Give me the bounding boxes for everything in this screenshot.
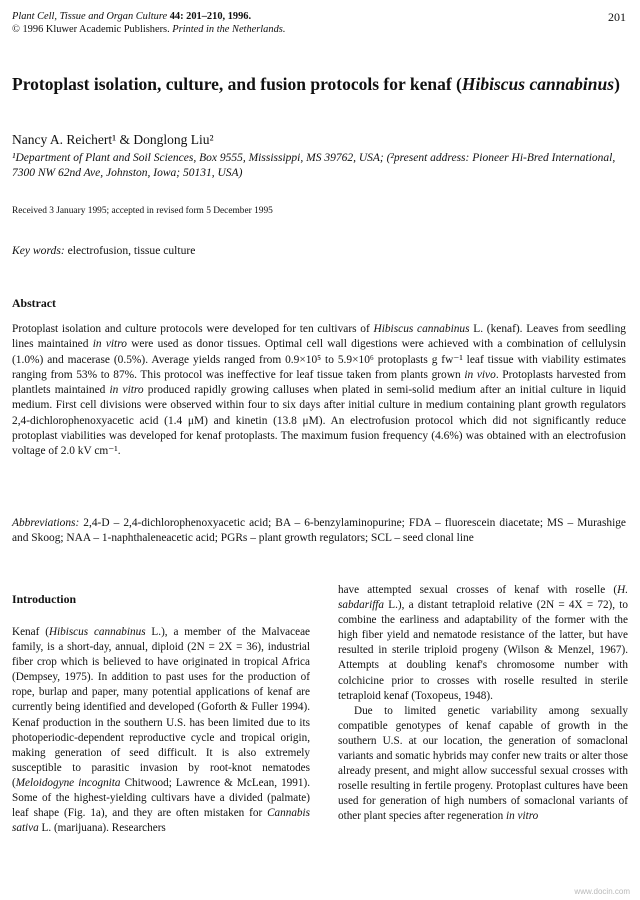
journal-citation: [12, 10, 285, 23]
keywords-text: electrofusion, tissue culture: [64, 244, 196, 257]
watermark: www.docin.com: [574, 887, 630, 896]
page-number: 201: [608, 10, 626, 24]
copyright: © 1996 Kluwer Academic Publishers.: [12, 24, 170, 35]
keywords-label: Key words:: [12, 244, 65, 257]
abstract-heading: Abstract: [12, 296, 56, 310]
title-species: Hibiscus cannabinus: [461, 74, 615, 94]
abstract-text: were used as donor tissues. Optimal cell wall digestions were achieved with a combination of cellulysin (1.0%) and macerase (0.5%). Average yields ranged from 0.9×10⁵ to 5.9×10⁶ protoplasts g fw⁻¹ leaf tissue with viability estimates ranging from 53% to 87%. This protocol was ineffective for leaf tissue taken from plants grown: [12, 338, 629, 381]
title-main: Protoplast isolation, culture, and fusion protocols for kenaf (: [12, 74, 462, 94]
introduction-left-column: [12, 625, 313, 836]
abstract-text: Protoplast isolation and culture protocols were developed for ten cultivars of: [12, 323, 374, 335]
intro-text: Chitwood; Lawrence & McLean, 1991). Some of the highest-yielding cultivars have a divided (palmate) leaf shape (Fig. 1a), and they are often mistaken for: [12, 776, 313, 820]
abstract-text: . Protoplasts harvested from plantlets maintained: [12, 368, 629, 397]
intro-text: L. (marijuana). Researchers: [38, 822, 166, 835]
intro-italic: Meloidogyne incognita: [15, 776, 121, 789]
intro-paragraph: [338, 704, 631, 825]
abbreviations: [12, 516, 629, 547]
journal-volume: 44: 201–210, 1996.: [167, 11, 252, 22]
received-dates: Received 3 January 1995; accepted in revised form 5 December 1995: [12, 206, 273, 216]
abstract-text: L. (kenaf). Leaves from seedling lines maintained: [12, 323, 629, 351]
abbreviations-label: Abbreviations:: [12, 517, 80, 529]
intro-text: have attempted sexual crosses of kenaf with roselle (: [338, 584, 618, 596]
intro-text: L.), a member of the Malvaceae family, is a short-day, annual, diploid (2N = 2X = 36), industrial fiber crop which is believed to have originated in tropical Africa (Dempsey, 1975). In addition to past uses for the production of rope, burlap and paper, many potential applications of kenaf are currently being identified and developed (Goforth & Fuller 1994). Kenaf production in the southern U.S. has been limited due to its photoperiodic-dependent reproductive cycle and tropical origin, making generation of seed difficult. It is also extremely susceptible to parasitic invasion by root-knot nematodes (: [12, 626, 313, 789]
introduction-right-column: [338, 583, 631, 825]
intro-italic: Cannabis sativa: [12, 807, 313, 835]
abstract-species: Hibiscus cannabinus: [373, 323, 470, 335]
printed-note: Printed in the Netherlands.: [172, 24, 286, 35]
abstract-body: [12, 322, 629, 460]
intro-text: L.), a distant tetraploid relative (2N = 4X = 72), to combine the earliness and adaptability of the former with the high fiber yield and nematode resistance of the latter, but have resulted in sterile triploid progeny (Wilson & Menzel, 1967). Attempts at doubling kenaf's chromosome number with colchicine prior to crosses with roselle resulted in sterile tetraploid kenaf (Toxopeus, 1948).: [338, 599, 631, 702]
intro-italic: in vitro: [506, 810, 539, 823]
keywords: [12, 244, 195, 257]
intro-text: Due to limited genetic variability among sexually compatible genotypes of kenaf capable of growth in the southern U.S. at our location, the generation of somaclonal variants and somatic hybrids may confer new traits or alter those already present, and might allow successful sexual crosses with roselle resulting in fertile progeny. Protoplast cultures have been used for generation of high numbers of somaclonal variants of other plant species after regeneration: [338, 704, 631, 823]
introduction-heading: Introduction: [12, 592, 77, 606]
affiliation: ¹Department of Plant and Soil Sciences, Box 9555, Mississippi, MS 39762, USA; (²present address: Pioneer Hi-Bred International, 7300 NW 62nd Ave, Johnston, Iowa; 50131, USA): [12, 152, 619, 179]
journal-name: Plant Cell, Tissue and Organ Culture: [12, 11, 168, 22]
abstract-italic: in vitro: [92, 338, 127, 351]
copyright-line: [12, 23, 285, 36]
title-close: ): [614, 74, 620, 94]
intro-paragraph: [338, 583, 631, 704]
journal-header: [12, 10, 285, 36]
intro-text: Kenaf (: [12, 626, 49, 638]
abbreviations-text: 2,4-D – 2,4-dichlorophenoxyacetic acid; BA – 6-benzylaminopurine; FDA – fluorescein diacetate; MS – Murashige and Skoog; NAA – 1-naphthaleneacetic acid; PGRs – plant growth regulators; SCL – seed clonal line: [12, 517, 629, 545]
abstract-italic: in vitro: [109, 384, 144, 397]
abstract-italic: in vivo: [464, 368, 496, 381]
paper-title: [12, 74, 622, 95]
intro-italic: H. sabdariffa: [338, 584, 631, 612]
abstract-text: produced rapidly growing calluses when plated in semi-solid medium after an initial culture in liquid medium. First cell divisions were observed within four to six days after initial culture in medium containing plant growth regulators 2,4-dichlorophenoxyacetic acid (1.4 μM) and kinetin (13.8 μM). An electrofusion protocol which did not significantly reduce protoplast viabilities was developed for kenaf protoplasts. The maximum fusion frequency (4.6%) was obtained with an electrofusion voltage of 2.0 kV cm⁻¹.: [12, 384, 629, 458]
intro-italic: Hibiscus cannabinus: [48, 626, 146, 638]
authors: Nancy A. Reichert¹ & Donglong Liu²: [12, 132, 214, 147]
